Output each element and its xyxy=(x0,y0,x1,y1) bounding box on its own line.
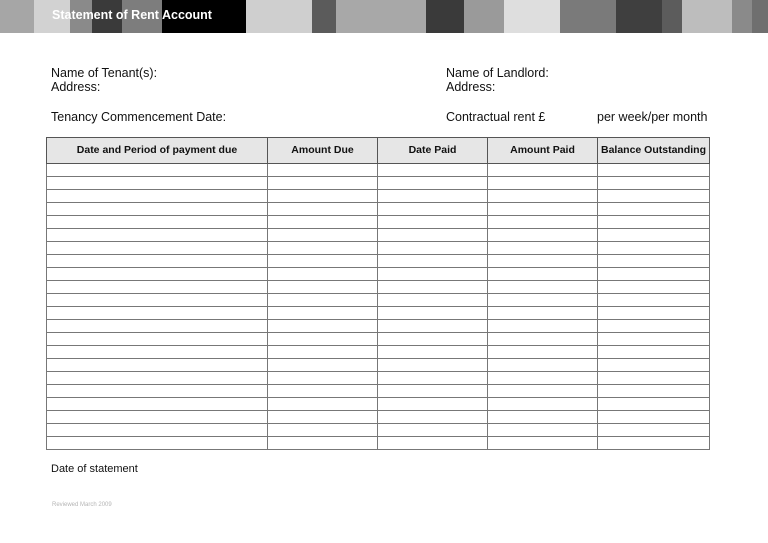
landlord-address-label: Address: xyxy=(446,80,496,94)
tenant-address-label: Address: xyxy=(51,80,101,94)
banner-segment xyxy=(0,0,34,33)
table-cell[interactable] xyxy=(488,255,598,268)
table-cell[interactable] xyxy=(47,294,268,307)
rent-period-label: per week/per month xyxy=(597,110,708,124)
table-cell[interactable] xyxy=(378,294,488,307)
table-cell[interactable] xyxy=(47,307,268,320)
table-cell[interactable] xyxy=(47,333,268,346)
contractual-rent-label: Contractual rent £ xyxy=(446,110,546,124)
table-cell[interactable] xyxy=(598,229,710,242)
table-cell[interactable] xyxy=(598,164,710,177)
table-row xyxy=(47,190,710,203)
column-header-amount-due: Amount Due xyxy=(268,138,378,164)
table-cell[interactable] xyxy=(488,216,598,229)
banner-segment xyxy=(426,0,464,33)
table-cell[interactable] xyxy=(47,320,268,333)
table-cell[interactable] xyxy=(598,359,710,372)
table-cell[interactable] xyxy=(268,333,378,346)
table-cell[interactable] xyxy=(378,190,488,203)
table-cell[interactable] xyxy=(598,372,710,385)
table-cell[interactable] xyxy=(488,385,598,398)
table-cell[interactable] xyxy=(598,203,710,216)
table-cell[interactable] xyxy=(47,385,268,398)
table-cell[interactable] xyxy=(488,437,598,450)
table-cell[interactable] xyxy=(378,177,488,190)
table-cell[interactable] xyxy=(488,229,598,242)
banner-segment xyxy=(682,0,732,33)
table-cell[interactable] xyxy=(598,411,710,424)
table-row xyxy=(47,229,710,242)
rent-account-table xyxy=(46,137,710,450)
column-header-amount-paid: Amount Paid xyxy=(488,138,598,164)
table-row xyxy=(47,242,710,255)
table-row xyxy=(47,216,710,229)
table-row xyxy=(47,372,710,385)
table-cell[interactable] xyxy=(598,177,710,190)
table-cell[interactable] xyxy=(268,398,378,411)
table-row xyxy=(47,203,710,216)
table-cell[interactable] xyxy=(47,372,268,385)
table-cell[interactable] xyxy=(47,437,268,450)
table-cell[interactable] xyxy=(378,320,488,333)
table-cell[interactable] xyxy=(488,424,598,437)
table-header-row xyxy=(47,138,710,164)
table-cell[interactable] xyxy=(488,164,598,177)
table-row xyxy=(47,255,710,268)
table-cell[interactable] xyxy=(488,307,598,320)
table-cell[interactable] xyxy=(598,281,710,294)
table-cell[interactable] xyxy=(488,359,598,372)
table-cell[interactable] xyxy=(378,398,488,411)
table-cell[interactable] xyxy=(268,281,378,294)
table-cell[interactable] xyxy=(47,229,268,242)
table-cell[interactable] xyxy=(598,242,710,255)
table-cell[interactable] xyxy=(378,268,488,281)
table-cell[interactable] xyxy=(488,203,598,216)
table-cell[interactable] xyxy=(378,242,488,255)
table-cell[interactable] xyxy=(378,359,488,372)
table-cell[interactable] xyxy=(378,255,488,268)
banner-segment xyxy=(246,0,312,33)
banner-segment xyxy=(312,0,336,33)
table-cell[interactable] xyxy=(47,242,268,255)
table-cell[interactable] xyxy=(47,268,268,281)
table-cell[interactable] xyxy=(47,255,268,268)
table-cell[interactable] xyxy=(47,203,268,216)
table-row xyxy=(47,385,710,398)
table-cell[interactable] xyxy=(268,242,378,255)
table-cell[interactable] xyxy=(378,437,488,450)
table-cell[interactable] xyxy=(268,424,378,437)
table-cell[interactable] xyxy=(47,190,268,203)
table-cell[interactable] xyxy=(488,346,598,359)
table-cell[interactable] xyxy=(268,164,378,177)
table-cell[interactable] xyxy=(268,229,378,242)
banner-segment xyxy=(560,0,616,33)
table-row xyxy=(47,346,710,359)
table-row xyxy=(47,424,710,437)
table-cell[interactable] xyxy=(488,398,598,411)
table-cell[interactable] xyxy=(268,359,378,372)
table-cell[interactable] xyxy=(47,164,268,177)
table-cell[interactable] xyxy=(488,177,598,190)
column-header-date-paid: Date Paid xyxy=(378,138,488,164)
table-cell[interactable] xyxy=(268,385,378,398)
table-cell[interactable] xyxy=(268,437,378,450)
table-cell[interactable] xyxy=(47,281,268,294)
table-cell[interactable] xyxy=(268,190,378,203)
table-row xyxy=(47,164,710,177)
table-cell[interactable] xyxy=(378,203,488,216)
table-cell[interactable] xyxy=(268,307,378,320)
table-cell[interactable] xyxy=(598,190,710,203)
column-header-balance: Balance Outstanding xyxy=(598,138,710,164)
table-cell[interactable] xyxy=(378,307,488,320)
reviewed-note: Reviewed March 2009 xyxy=(52,502,112,508)
table-cell[interactable] xyxy=(268,320,378,333)
table-cell[interactable] xyxy=(488,190,598,203)
table-row xyxy=(47,437,710,450)
table-cell[interactable] xyxy=(598,320,710,333)
table-cell[interactable] xyxy=(488,281,598,294)
table-cell[interactable] xyxy=(488,333,598,346)
header-banner xyxy=(0,0,768,33)
table-cell[interactable] xyxy=(488,242,598,255)
table-cell[interactable] xyxy=(378,229,488,242)
table-row xyxy=(47,333,710,346)
table-cell[interactable] xyxy=(598,255,710,268)
banner-segment xyxy=(336,0,426,33)
table-row xyxy=(47,398,710,411)
table-cell[interactable] xyxy=(488,320,598,333)
table-cell[interactable] xyxy=(488,411,598,424)
banner-segment xyxy=(732,0,752,33)
banner-segment xyxy=(464,0,504,33)
table-cell[interactable] xyxy=(268,216,378,229)
landlord-name-label: Name of Landlord: xyxy=(446,66,549,80)
table-cell[interactable] xyxy=(268,372,378,385)
table-cell[interactable] xyxy=(268,294,378,307)
table-cell[interactable] xyxy=(47,398,268,411)
table-cell[interactable] xyxy=(268,255,378,268)
table-cell[interactable] xyxy=(598,437,710,450)
table-cell[interactable] xyxy=(598,346,710,359)
table-cell[interactable] xyxy=(268,268,378,281)
table-cell[interactable] xyxy=(47,177,268,190)
table-cell[interactable] xyxy=(598,216,710,229)
table-cell[interactable] xyxy=(268,346,378,359)
table-cell[interactable] xyxy=(488,294,598,307)
table-row xyxy=(47,281,710,294)
page-title: Statement of Rent Account xyxy=(52,8,212,22)
table-row xyxy=(47,294,710,307)
tenant-name-label: Name of Tenant(s): xyxy=(51,66,158,80)
table-cell[interactable] xyxy=(378,411,488,424)
table-cell[interactable] xyxy=(598,294,710,307)
table-cell[interactable] xyxy=(488,372,598,385)
table-cell[interactable] xyxy=(378,281,488,294)
table-row xyxy=(47,268,710,281)
statement-date-label: Date of statement xyxy=(51,463,138,475)
table-cell[interactable] xyxy=(378,372,488,385)
table-cell[interactable] xyxy=(268,411,378,424)
table-row xyxy=(47,411,710,424)
column-header-period: Date and Period of payment due xyxy=(47,138,268,164)
table-body xyxy=(47,164,710,450)
table-cell[interactable] xyxy=(47,346,268,359)
table-cell[interactable] xyxy=(47,411,268,424)
table-cell[interactable] xyxy=(378,424,488,437)
commencement-date-label: Tenancy Commencement Date: xyxy=(51,110,227,124)
table-cell[interactable] xyxy=(378,164,488,177)
table-row xyxy=(47,320,710,333)
banner-segment xyxy=(662,0,682,33)
table-cell[interactable] xyxy=(598,424,710,437)
table-cell[interactable] xyxy=(598,398,710,411)
table-cell[interactable] xyxy=(378,346,488,359)
banner-segment xyxy=(752,0,768,33)
table-cell[interactable] xyxy=(598,307,710,320)
table-cell[interactable] xyxy=(598,385,710,398)
table-cell[interactable] xyxy=(598,268,710,281)
table-row xyxy=(47,307,710,320)
banner-segment xyxy=(616,0,662,33)
table-cell[interactable] xyxy=(488,268,598,281)
table-cell[interactable] xyxy=(268,177,378,190)
table-cell[interactable] xyxy=(378,385,488,398)
table-cell[interactable] xyxy=(378,216,488,229)
table-cell[interactable] xyxy=(47,359,268,372)
table-row xyxy=(47,177,710,190)
table-cell[interactable] xyxy=(47,424,268,437)
table-cell[interactable] xyxy=(268,203,378,216)
banner-segment xyxy=(504,0,560,33)
table-cell[interactable] xyxy=(378,333,488,346)
table-cell[interactable] xyxy=(598,333,710,346)
table-row xyxy=(47,359,710,372)
table-cell[interactable] xyxy=(47,216,268,229)
